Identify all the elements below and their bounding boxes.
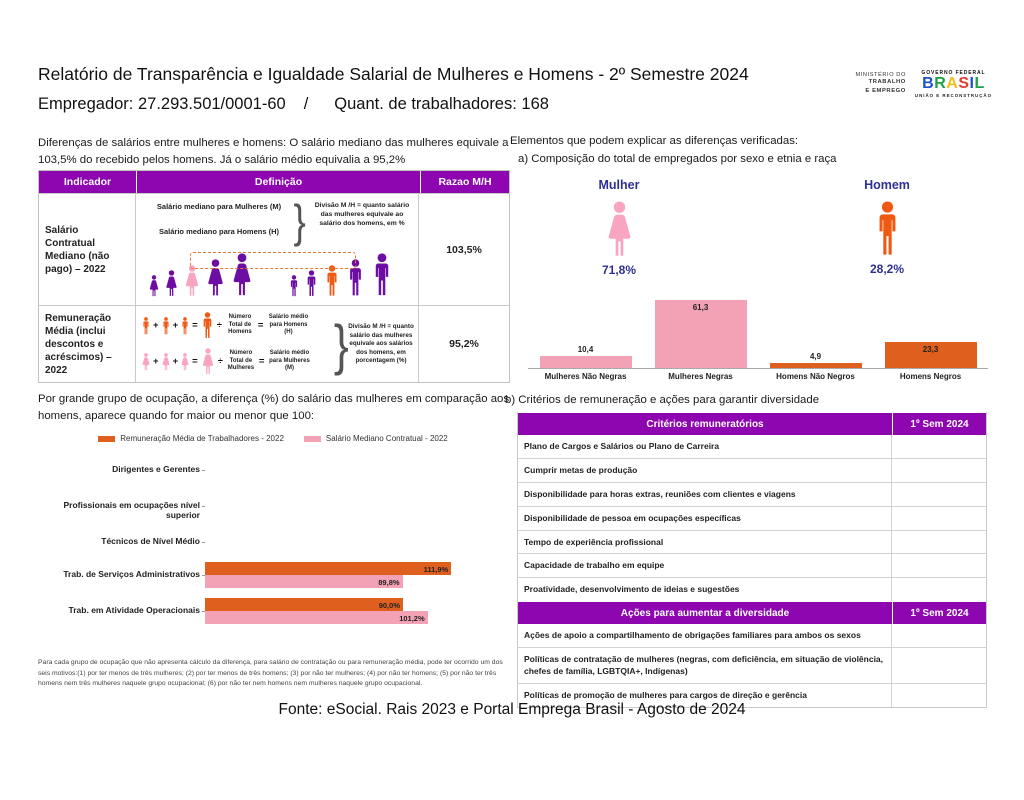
bar-Mulheres Não Negras [540,356,632,368]
men-equation-row [141,312,311,339]
hbar-value-label: 90,0% [378,601,400,610]
divide-operator: ÷ [217,355,223,367]
gov-logo [826,70,992,98]
occupation-heading: Por grande grupo de ocupação, a diferença (%) do salário das mulheres em comparação aos homens, aparece quando for maior ou menor que 100: [38,393,510,422]
hbar-value-label: 101,2% [399,614,425,623]
median-division-note: Divisão M /H = quanto salário das mulheres equivale ao salário dos homens, em % [314,202,410,228]
diversity-table [517,412,987,708]
composition-chart [528,296,988,391]
median-ratio-value: 103,5% [446,243,482,256]
employer-line [38,95,549,114]
governo-federal-label: GOVERNO FEDERAL [921,70,986,76]
table-row [518,482,986,506]
brace-glyph: } [333,313,349,376]
ministry-line1: MINISTÉRIO DO [855,72,906,79]
row-value-cell [892,435,986,458]
median-highlight-box [190,252,356,269]
table-row [518,553,986,577]
average-ratio-value: 95,2% [449,338,479,350]
actions-period: 1º Sem 2024 [893,602,986,624]
women-average-label: Salário médio para Mulheres (M) [269,350,310,372]
axis-tick [202,542,205,543]
bar-value-label: 23,3 [922,345,939,355]
occupation-chart [35,452,513,634]
bar-value-label: 61,3 [692,303,709,313]
brasil-letter: S [958,75,970,92]
indicator-name: Remuneração Média (inclui descontos e acréscimos) – 2022 [39,306,136,382]
person-male-icon [141,317,151,335]
hbar-value-label: 111,9% [423,565,449,574]
median-women-line: Salário mediano para Mulheres (M) [156,202,282,211]
hbar-value-label: 89,8% [378,578,400,587]
plus-operator: + [153,319,159,331]
criteria-header-row [518,412,986,435]
female-composition [577,178,661,277]
plus-operator: + [153,355,159,367]
indicator-table-header [39,171,509,193]
male-percentage: 28,2% [869,262,905,276]
occupation-category-label: Trab. de Serviços Administrativos [63,569,200,579]
legend-swatch-pink [304,436,321,442]
occupation-category-label: Profissionais em ocupações nível superior [63,500,200,520]
employer-cnpj: Empregador: 27.293.501/0001-60 [38,95,286,113]
person-male-icon [161,317,171,335]
indicator-table [38,170,510,383]
table-row [518,506,986,530]
uniao-reconstrucao-label: UNIÃO E RECONSTRUÇÃO [914,92,992,98]
section-a-heading: a) Composição do total de empregados por sexo e etnia e raça [518,153,837,165]
female-label: Mulher [598,178,640,192]
plus-operator: + [172,355,179,367]
table-row [518,458,986,482]
axis-tick [202,470,205,471]
row-value-cell [892,459,986,482]
bar-value-label: 4,9 [809,351,822,361]
row-value-cell [892,648,986,683]
brasil-letter: A [946,75,959,92]
table-row [518,647,986,683]
table-row-average-pay [39,305,509,382]
ministry-line3: E EMPREGO [865,87,906,94]
row-value-cell [892,531,986,554]
women-equation-row [141,348,312,375]
row-value-cell [892,624,986,647]
salary-difference-summary: Diferenças de salários entre mulheres e homens: O salário mediano das mulheres equivale a 103,5% do recebido pelos homens. Já o salário médio equivalia a 95,2% [38,137,509,166]
page-title: Relatório de Transparência e Igualdade Salarial de Mulheres e Homens - 2º Semestre 2024 [38,64,749,84]
row-label: Proatividade, desenvolvimento de ideias e sugestões [518,578,892,601]
median-men-line: Salário mediano para Homens (H) [158,227,280,236]
divide-operator: ÷ [216,319,222,331]
bar-Homens Não Negros [770,363,862,368]
row-label: Disponibilidade de pessoa em ocupações específicas [518,507,892,530]
brasil-wordmark [915,76,992,93]
legend-label: Salário Mediano Contratual - 2022 [325,434,448,443]
person-female-icon [164,270,179,297]
women-total-label: Número Total de Mulheres [227,350,255,372]
female-percentage: 71,8% [601,263,637,277]
separator: / [303,95,309,113]
row-label: Tempo de experiência profissional [518,531,892,554]
source-footer: Fonte: eSocial. Rais 2023 e Portal Emprega Brasil - Agosto de 2024 [278,701,746,718]
criteria-header: Critérios remuneratórios [518,413,893,435]
row-value-cell [892,554,986,577]
ministry-wordmark [856,72,906,95]
person-female-icon [148,275,160,297]
bar-category-label: Homens Negros [899,372,962,381]
woman-icon [603,201,636,258]
brasil-letter: R [934,75,947,92]
brasil-letter: L [974,75,985,92]
brace-glyph: } [293,195,306,247]
actions-header: Ações para aumentar a diversidade [518,602,893,624]
workers-count: Quant. de trabalhadores: 168 [334,95,549,113]
row-label: Políticas de contratação de mulheres (negras, com deficiência, em situação de violência, chefes de família, LGBTQIA+, Indígenas) [518,648,892,683]
median-definition-cell [136,194,419,305]
col-definicao: Definição [137,171,421,193]
plus-operator: + [172,319,179,331]
person-female-icon [161,353,171,371]
row-value-cell [892,578,986,601]
brasil-letter: B [922,75,935,92]
table-row [518,624,986,647]
person-female-icon [141,353,151,371]
male-label: Homem [864,178,910,192]
bar-category-label: Homens Não Negros [776,372,855,381]
legend-item-remuneracao [98,434,284,443]
person-female-icon [183,265,201,297]
section-b-heading: b) Critérios de remuneração e ações para garantir diversidade [505,394,820,406]
person-male-icon [304,270,319,297]
axis-tick [202,506,205,507]
col-razao: Razao M/H [421,171,509,193]
average-definition-cell [136,306,419,382]
equals-operator: = [257,319,264,331]
row-value-cell [892,483,986,506]
person-male-icon [180,317,190,335]
person-male-icon [200,312,215,339]
table-row-median-salary [39,193,509,305]
bar-category-label: Mulheres Não Negras [544,372,627,381]
row-label: Capacidade de trabalho em equipe [518,554,892,577]
criteria-period: 1º Sem 2024 [893,413,986,435]
person-male-icon [288,275,300,297]
men-average-label: Salário médio para Homens (H) [268,314,309,336]
legend-item-mediano [304,434,448,443]
ministry-line2: TRABALHO [868,79,906,86]
table-row [518,530,986,554]
person-male-icon [323,265,341,297]
row-label: Cumprir metas de produção [518,459,892,482]
row-label: Ações de apoio a compartilhamento de obrigações familiares para ambos os sexos [518,624,892,647]
bar-value-label: 10,4 [577,345,594,355]
row-value-cell [892,507,986,530]
row-label: Plano de Cargos e Salários ou Plano de Carreira [518,435,892,458]
actions-rows [518,624,986,707]
equals-operator: = [258,355,265,367]
bar-category-label: Mulheres Negras [668,372,733,381]
legend-swatch-orange [98,436,115,442]
brasil-logo [915,70,992,98]
row-label: Políticas de promoção de mulheres para cargos de direção e gerência [518,684,892,707]
x-axis-line [528,368,988,369]
indicator-name: Salário Contratual Mediano (não pago) – 2022 [39,194,136,305]
criteria-rows [518,435,986,601]
table-row [518,577,986,601]
male-composition [845,178,929,276]
occupation-category-label: Técnicos de Nível Médio [101,536,200,546]
table-row [518,435,986,458]
occupation-category-label: Dirigentes e Gerentes [112,464,200,474]
average-division-note: Divisão M /H = quanto salário das mulheres equivale aos salários dos homens, em porcentagem (%) [348,323,414,364]
man-icon [873,201,902,257]
equals-operator: = [192,319,198,331]
occupation-category-label: Trab. em Atividade Operacionais [68,605,200,615]
elements-heading: Elementos que podem explicar as diferenças verificadas: [510,135,799,147]
actions-header-row [518,601,986,624]
col-indicador: Indicador [39,171,137,193]
men-total-label: Número Total de Homens [228,314,252,336]
occupation-legend [38,434,508,443]
legend-label: Remuneração Média de Trabalhadores - 2022 [120,434,284,443]
person-female-icon [200,348,216,375]
person-female-icon [180,353,190,371]
person-male-icon [370,253,394,297]
occupation-footnote: Para cada grupo de ocupação que não apresenta cálculo da diferença, para salário de contratação ou para remuneração média, pode ter ocorrido um dos seis motivos:(1) por ter menos de três mulheres; (2) por ter menos de três homens; (3) por não ter mulheres; (4) por não ter homens; (5) por não ter três homens nem três mulheres naquele grupo ocupacional; (6) por não ter nem homens nem mulheres naquele grupo ocupacional. [38,659,503,688]
brasil-letter: I [969,75,975,92]
equals-operator: = [192,355,198,367]
row-label: Disponibilidade para horas extras, reuniões com clientes e viagens [518,483,892,506]
